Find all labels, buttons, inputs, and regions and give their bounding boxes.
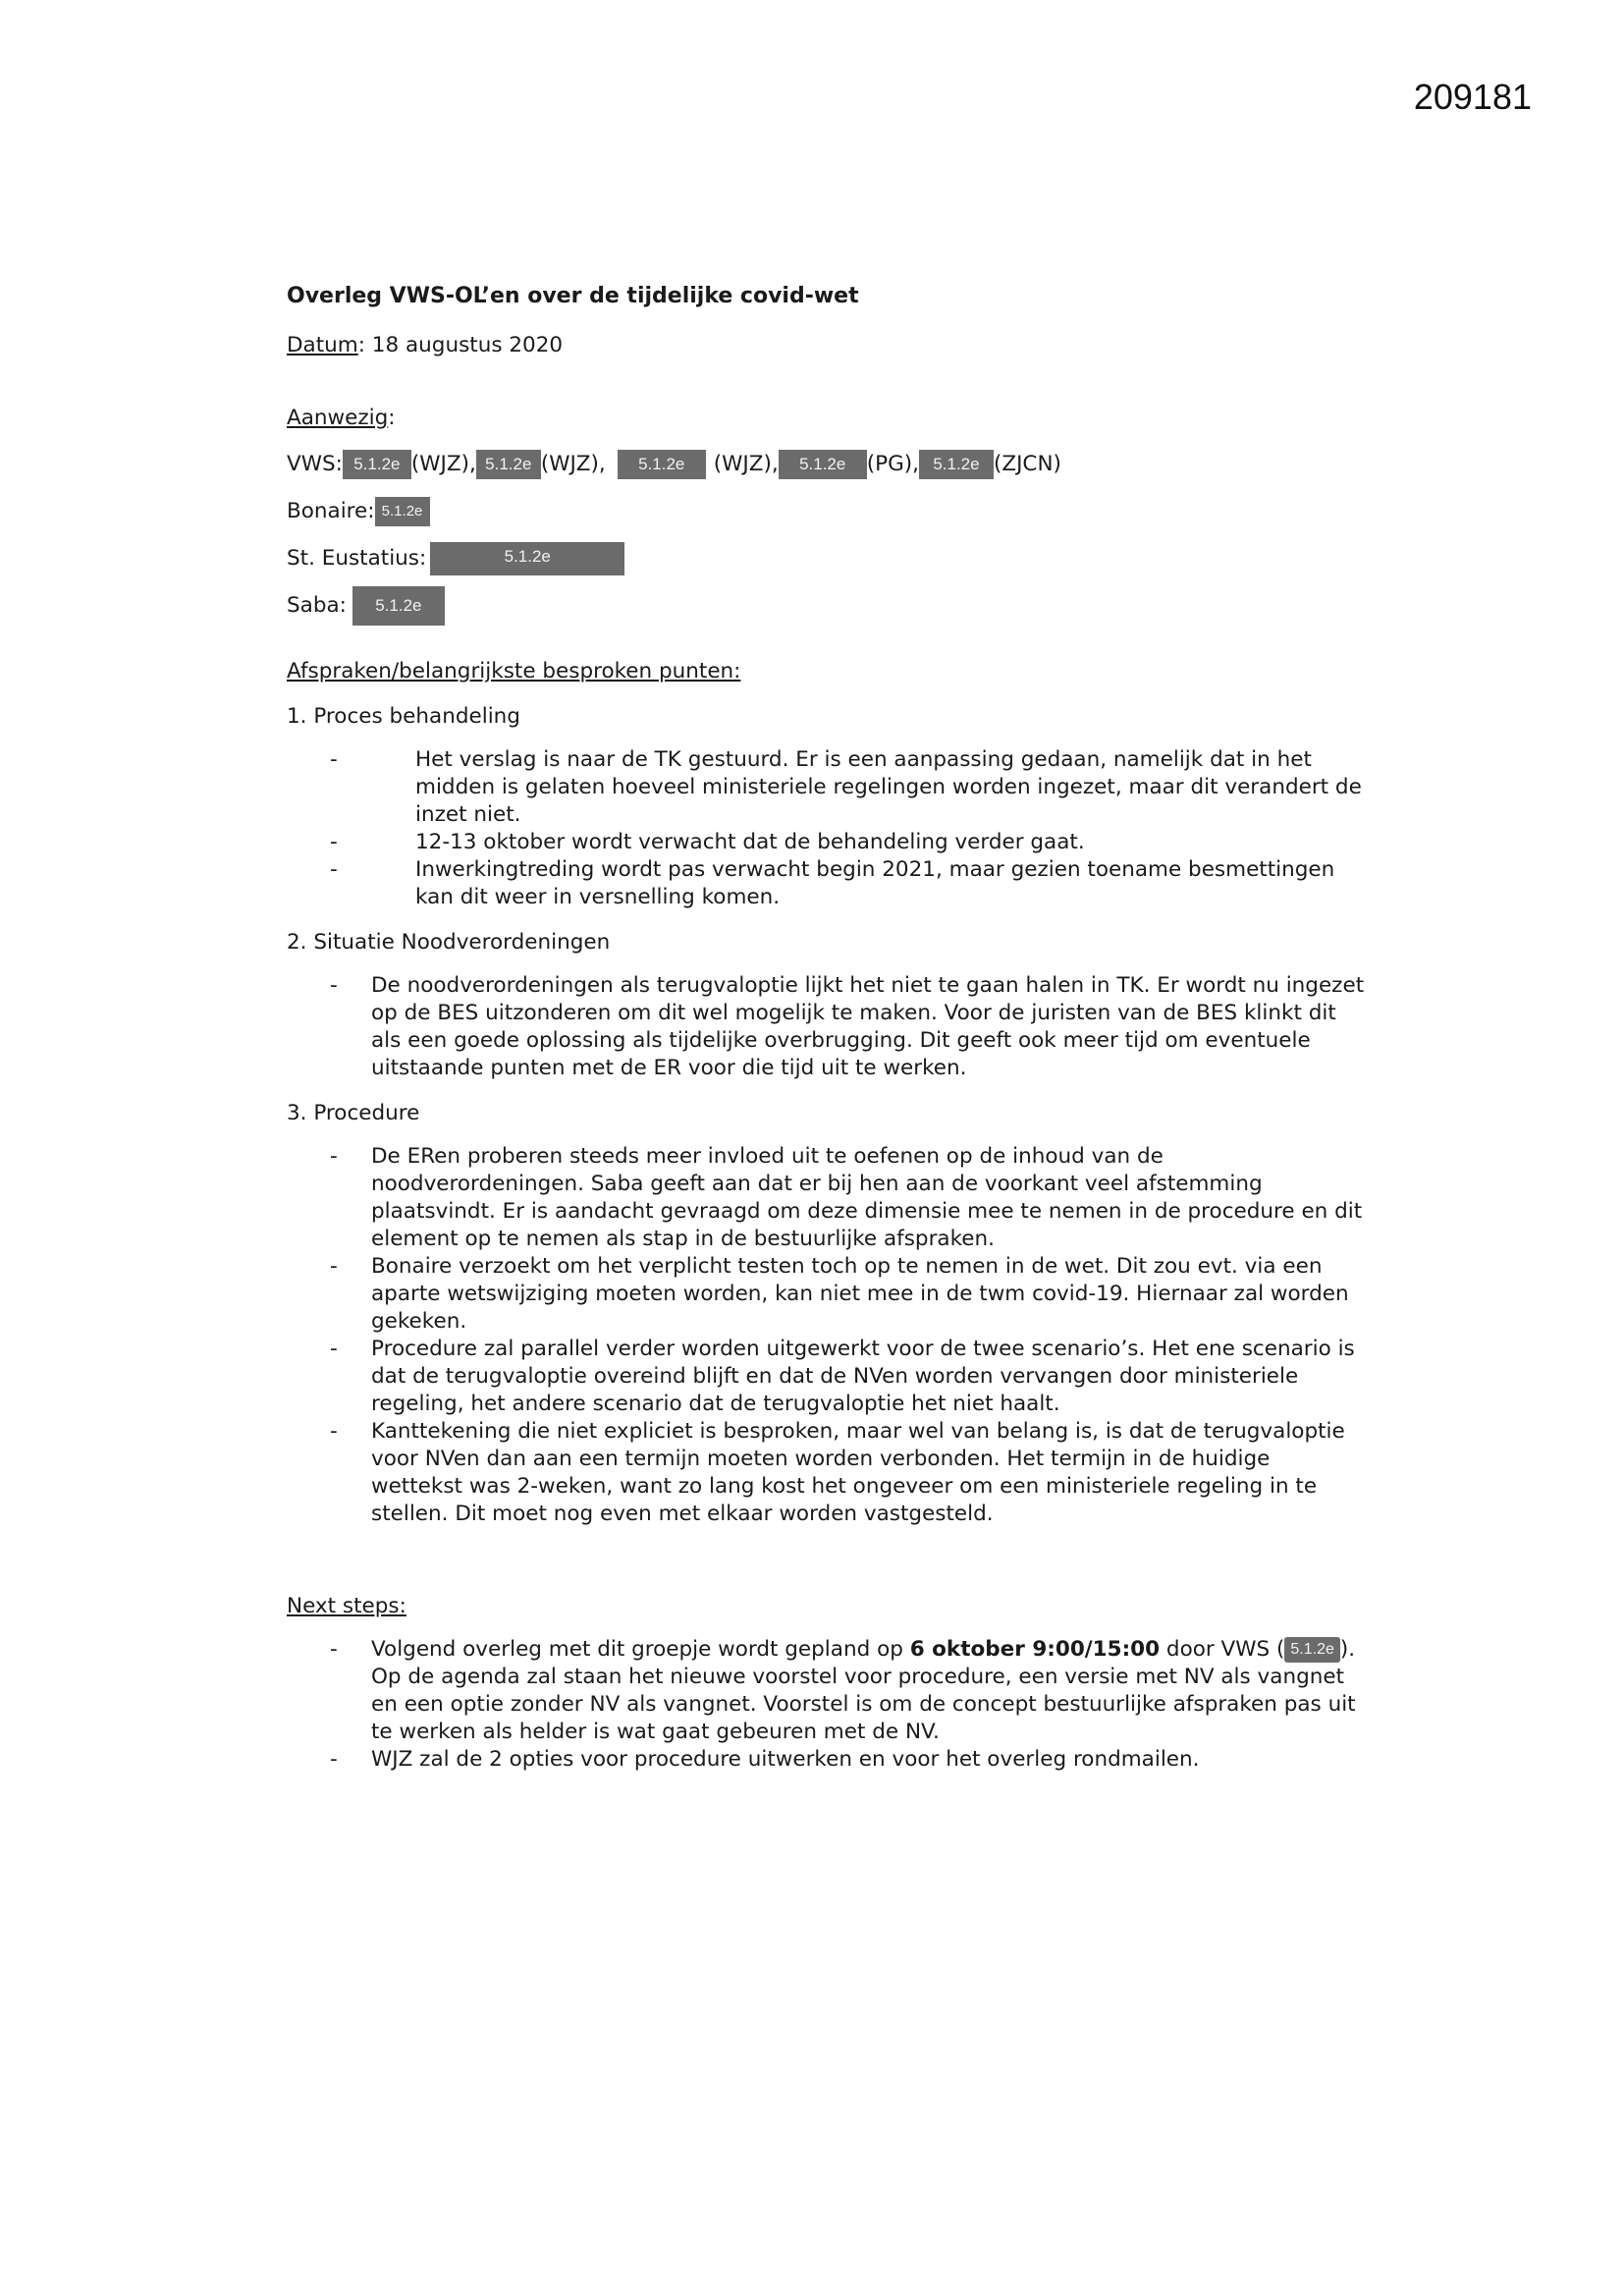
- attendance-st-eustatius-row: [287, 544, 1367, 574]
- attendance-label-colon: :: [388, 406, 396, 430]
- next-step-text: Volgend overleg met dit groepje wordt gepland op: [371, 1637, 910, 1662]
- attendance-saba-row: [287, 591, 1367, 621]
- topic-1: [287, 703, 1367, 911]
- redaction-box: 5.1.2e: [352, 586, 445, 626]
- agreements-heading-text: Afspraken/belangrijkste besproken punten:: [287, 659, 741, 683]
- date-label: Datum: [287, 333, 358, 357]
- redaction-box: 5.1.2e: [1284, 1637, 1339, 1663]
- redaction-box: 5.1.2e: [779, 450, 867, 479]
- agreements-heading: [287, 658, 1367, 685]
- list-item: - Inwerkingtreding wordt pas verwacht begin 2021, maar gezien toename besmettingen kan dit weer in versnelling komen.: [287, 856, 1367, 911]
- attendance-part: (ZJCN): [993, 452, 1061, 476]
- topic-heading: 1. Proces behandeling: [287, 704, 520, 729]
- redaction-box: 5.1.2e: [430, 542, 624, 575]
- topic-3: [287, 1100, 1367, 1528]
- attendance-part: (WJZ),: [713, 452, 779, 476]
- next-step-date: 6 oktober 9:00/15:00: [909, 1637, 1161, 1662]
- next-step-text: door VWS (: [1160, 1637, 1285, 1662]
- redaction-box: 5.1.2e: [618, 450, 706, 479]
- next-steps-heading: [287, 1593, 1367, 1620]
- list-item: - De ERen proberen steeds meer invloed uit te oefenen op de inhoud van de noodverordeningen. Saba geeft aan dat er bij hen aan de voorkant veel afstemming plaatsvindt. Er is aandacht gevraagd om deze dimensie mee te nemen in de procedure en dit element op te nemen als stap in de bestuurlijke afspraken.: [287, 1143, 1367, 1253]
- attendance-part: (PG),: [866, 452, 919, 476]
- list-item: - WJZ zal de 2 opties voor procedure uitwerken en voor het overleg rondmailen.: [287, 1746, 1367, 1774]
- attendance-heading: [287, 405, 1367, 432]
- list-item: - Bonaire verzoekt om het verplicht testen toch op te nemen in de wet. Dit zou evt. via een aparte wetswijziging moeten worden, kan niet mee in de twm covid-19. Hiernaar zal worden gekeken.: [287, 1253, 1367, 1336]
- attendance-vws-label: VWS:: [287, 452, 343, 476]
- page-number: 209181: [1413, 77, 1532, 117]
- next-step-text: ). Op de agenda zal staan het nieuwe voorstel voor procedure, een versie met NV als vangnet en een optie zonder NV als vangnet. Voorstel is om de concept bestuurlijke afspraken pas uit te werken als helder is wat gaat gebeuren met de NV.: [371, 1637, 1356, 1744]
- redaction-box: 5.1.2e: [476, 450, 541, 479]
- date-line: [287, 332, 1367, 359]
- date-value: : 18 augustus 2020: [357, 333, 564, 357]
- document-title: Overleg VWS-OL’en over de tijdelijke covid-wet: [287, 284, 859, 308]
- next-steps-heading-text: Next steps:: [287, 1594, 406, 1618]
- topic-bullet-list: [287, 746, 1367, 911]
- topic-bullet-list: [287, 1143, 1367, 1528]
- list-item: - Het verslag is naar de TK gestuurd. Er is een aanpassing gedaan, namelijk dat in het midden is gelaten hoeveel ministeriele regelingen worden ingezet, maar dit verandert de inzet niet.: [287, 746, 1367, 829]
- redaction-box: 5.1.2e: [375, 497, 430, 526]
- attendance-st-eustatius-label: St. Eustatius:: [287, 546, 427, 571]
- list-item: - De noodverordeningen als terugvaloptie lijkt het niet te gaan halen in TK. Er wordt nu ingezet op de BES uitzonderen om dit wel mogelijk te maken. Voor de juristen van de BES klinkt dit als een goede oplossing als tijdelijke overbrugging. Dit geeft ook meer tijd om eventuele uitstaande punten met de ER voor die tijd uit te werken.: [287, 972, 1367, 1082]
- attendance-vws-row: [287, 450, 1367, 479]
- document-body: [287, 283, 1367, 1774]
- attendance-label: Aanwezig: [287, 406, 389, 430]
- topic-heading: 2. Situatie Noodverordeningen: [287, 930, 611, 955]
- list-item: [287, 1636, 1367, 1746]
- next-steps-list: [287, 1636, 1367, 1774]
- topic-2: [287, 929, 1367, 1082]
- list-item: - Procedure zal parallel verder worden uitgewerkt voor de twee scenario’s. Het ene scenario is dat de terugvaloptie overeind blijft en dat de NVen worden vervangen door ministeriele regeling, het andere scenario dat de terugvaloptie het niet haalt.: [287, 1336, 1367, 1418]
- topic-heading: 3. Procedure: [287, 1101, 420, 1125]
- topic-bullet-list: [287, 972, 1367, 1082]
- attendance-part: (WJZ),: [410, 452, 476, 476]
- attendance-bonaire-row: [287, 497, 1367, 526]
- redaction-box: 5.1.2e: [919, 450, 994, 479]
- list-item: - Kanttekening die niet expliciet is besproken, maar wel van belang is, is dat de terugvaloptie voor NVen dan aan een termijn moeten worden verbonden. Het termijn in de huidige wettekst was 2-weken, want zo lang kost het ongeveer om een ministeriele regeling in te stellen. Dit moet nog even met elkaar worden vastgesteld.: [287, 1418, 1367, 1528]
- attendance-part: (WJZ),: [540, 452, 606, 476]
- list-item: - 12-13 oktober wordt verwacht dat de behandeling verder gaat.: [287, 829, 1367, 856]
- redaction-box: 5.1.2e: [343, 450, 411, 479]
- attendance-bonaire-label: Bonaire:: [287, 499, 375, 523]
- attendance-saba-label: Saba:: [287, 593, 347, 618]
